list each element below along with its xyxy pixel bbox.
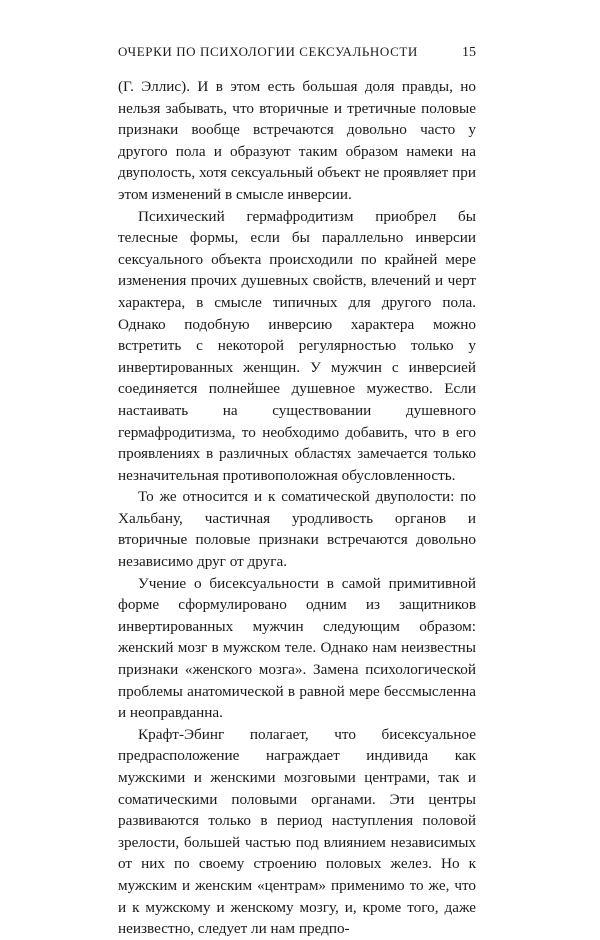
running-head [118,44,476,70]
paragraph: Учение о бисексуальности в самой примитивной форме сформулировано одним из защитников инвертированных мужчин следующим образом: женский мозг в мужском теле. Однако нам неизвестны признаки «женского мозга». Замена психологической проблемы анатомической в равной мере бессмысленна и неоправданна. [118,574,476,722]
running-title: ОЧЕРКИ ПО ПСИХОЛОГИИ СЕКСУАЛЬНОСТИ [118,44,418,59]
paragraph: Крафт-Эбинг полагает, что бисексуальное предрасположение награждает индивида как мужскими и женскими мозговыми центрами, так и соматическими половыми органами. Эти центры развиваются только в период наступления половой зрелости, большей частью под влиянием независимых от них по своему строению половых желез. Но к мужским и женским «центрам» применимо то же, что и к мужскому и женскому мозгу, и, кроме того, даже неизвестно, следует ли нам предпо- [118,725,476,938]
body-text [118,76,476,940]
page-number: 15 [462,45,476,60]
paragraph: Психический гермафродитизм приобрел бы телесные формы, если бы параллельно инверсии сексуального объекта происходили по крайней мере изменения прочих душевных свойств, влечений и черт характера, в смысле типичных для другого пола. Однако подобную инверсию характера можно встретить с некоторой регулярностью только у инвертированных женщин. У мужчин с инверсией соединяется полнейшее душевное мужество. Если настаивать на существовании душевного гермафродитизма, то необходимо добавить, что в его проявлениях в различных областях замечается только незначительная противоположная обусловленность. [118,207,476,484]
book-page [118,44,476,940]
paragraph: (Г. Эллис). И в этом есть большая доля правды, но нельзя забывать, что вторичные и третичные половые признаки вообще встречаются довольно часто у другого пола и образуют таким образом намеки на двуполость, хотя сексуальный объект не проявляет при этом изменений в смысле инверсии. [118,78,476,203]
paragraph: То же относится и к соматической двуполости: по Хальбану, частичная уродливость органов и вторичные половые признаки встречаются довольно независимо друг от друга. [118,488,476,571]
